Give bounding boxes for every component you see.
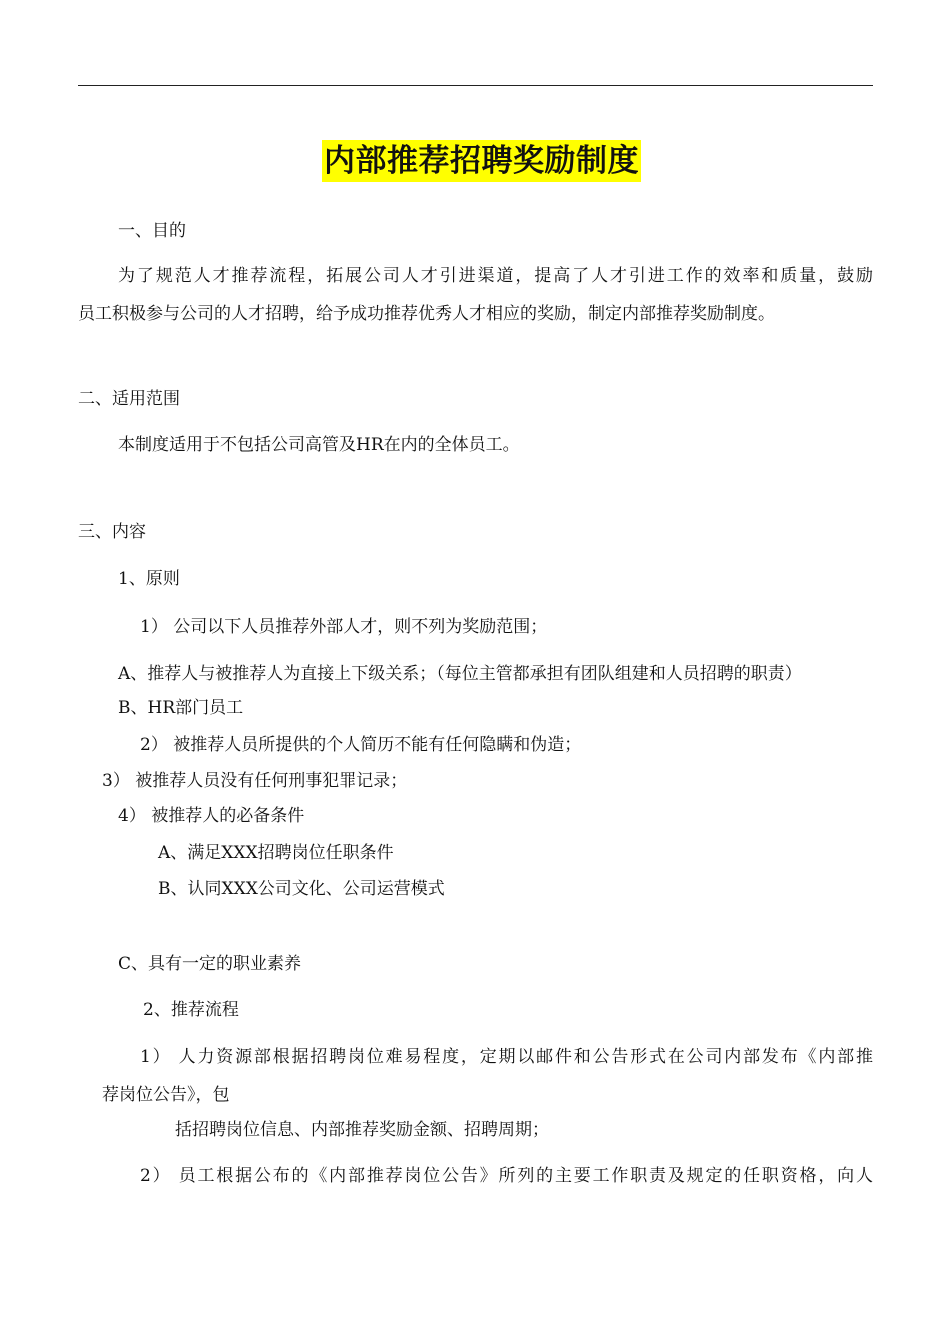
paragraph-line: 括招聘岗位信息、内部推荐奖励金额、招聘周期； bbox=[175, 1120, 549, 1140]
list-item: A、推荐人与被推荐人为直接上下级关系；（每位主管都承担有团队组建和人员招聘的职责） bbox=[118, 664, 802, 684]
section-heading-scope: 二、适用范围 bbox=[78, 389, 180, 409]
section-heading-purpose: 一、目的 bbox=[118, 221, 186, 241]
list-item: 2） 被推荐人员所提供的个人简历不能有任何隐瞒和伪造； bbox=[140, 735, 582, 755]
paragraph-line: 本制度适用于不包括公司高管及HR在内的全体员工。 bbox=[118, 435, 520, 455]
list-item: 1） 公司以下人员推荐外部人才，则不列为奖励范围； bbox=[140, 617, 548, 637]
paragraph-line: 员工积极参与公司的人才招聘，给予成功推荐优秀人才相应的奖励，制定内部推荐奖励制度。 bbox=[78, 304, 775, 324]
subheading-process: 2、推荐流程 bbox=[143, 1000, 239, 1020]
list-item: A、满足XXX招聘岗位任职条件 bbox=[158, 843, 394, 863]
list-item: B、认同XXX公司文化、公司运营模式 bbox=[158, 879, 445, 899]
paragraph-line: 为了规范人才推荐流程，拓展公司人才引进渠道，提高了人才引进工作的效率和质量，鼓励 bbox=[118, 266, 873, 286]
list-item: C、具有一定的职业素养 bbox=[118, 954, 302, 974]
paragraph-line: 1） 人力资源部根据招聘岗位难易程度，定期以邮件和公告形式在公司内部发布《内部推 bbox=[140, 1047, 873, 1067]
paragraph-line: 荐岗位公告》，包 bbox=[102, 1085, 230, 1105]
list-item: 3） 被推荐人员没有任何刑事犯罪记录； bbox=[102, 771, 408, 791]
paragraph-line: 2） 员工根据公布的《内部推荐岗位公告》所列的主要工作职责及规定的任职资格，向人 bbox=[140, 1166, 873, 1186]
section-heading-content: 三、内容 bbox=[78, 522, 146, 542]
list-item: 4） 被推荐人的必备条件 bbox=[118, 806, 305, 826]
subheading-principles: 1、原则 bbox=[118, 569, 180, 589]
list-item: B、HR部门员工 bbox=[118, 698, 244, 718]
document-title: 内部推荐招聘奖励制度 bbox=[322, 140, 641, 182]
header-rule bbox=[78, 85, 873, 86]
